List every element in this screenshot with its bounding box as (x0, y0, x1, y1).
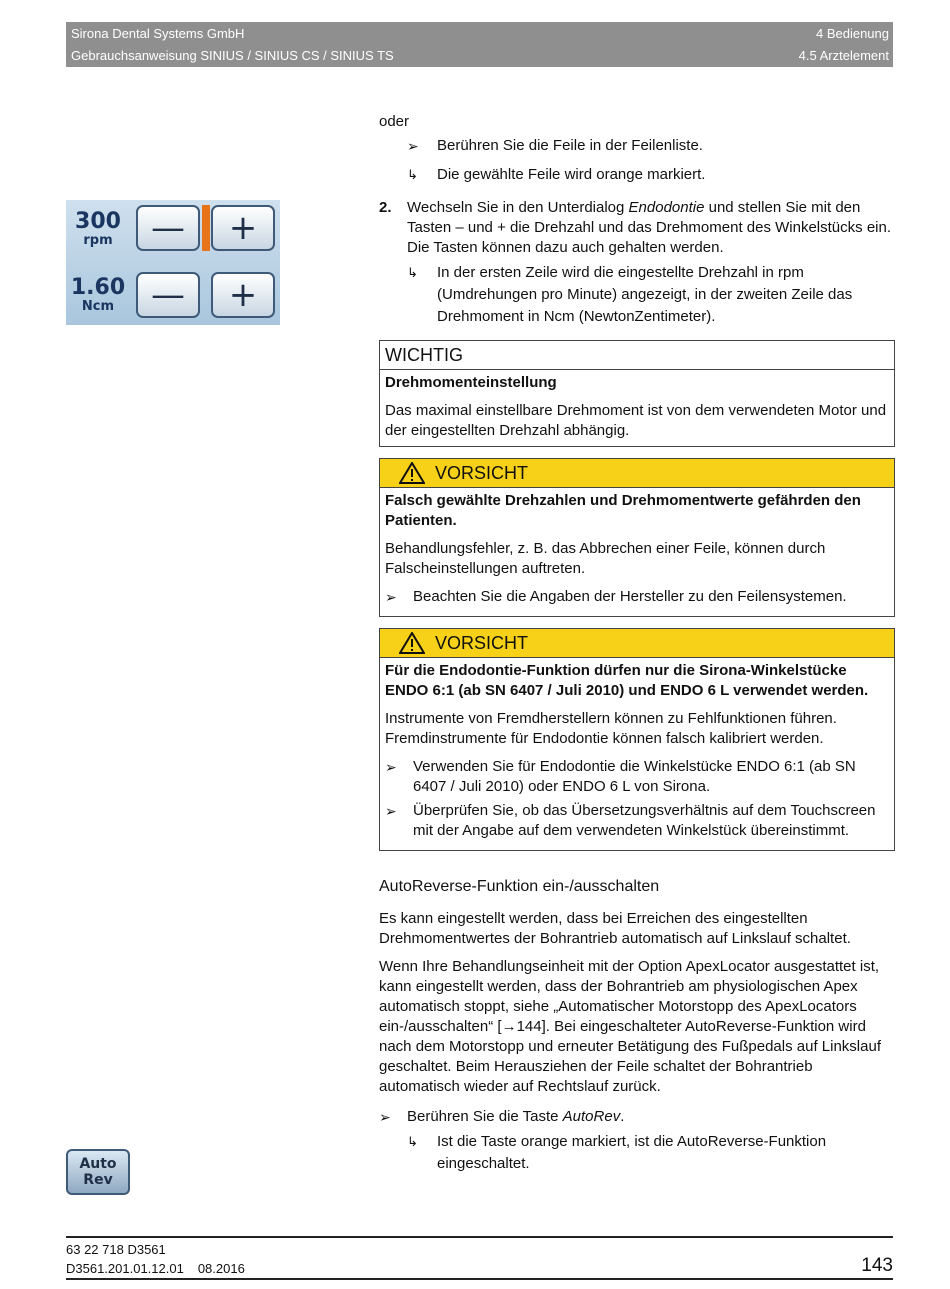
warning-triangle-icon (399, 632, 425, 654)
arrow-bullet-icon: ➢ (407, 138, 419, 154)
autorev-paragraph-2: Wenn Ihre Behandlungseinheit mit der Option ApexLocator ausgestattet ist, kann eingestellt werden, dass der Bohrantrieb am physiologischen Apex automatisch stoppt, siehe „Automatischer Motorstopp des ApexLocators ein-/ausschalten“ [→144]. Bei eingeschalteter AutoReverse-Funktion wird nach dem Motorstopp und erneuter Betätigung des Fußpedals auf Linkslauf geschaltet. Beim Herausziehen der Feile schaltet der Bohrantrieb automatisch wieder auf Rechtslauf zurück. (379, 958, 881, 1095)
caution-body-1 (380, 488, 894, 616)
autorev-label-line2: Rev (83, 1172, 113, 1188)
autorev-step-em: AutoRev (562, 1108, 621, 1125)
footer-version: D3561.201.01.12.01 (66, 1261, 184, 1276)
page-number: 143 (861, 1255, 893, 1276)
caution-header-1 (380, 459, 894, 488)
header-chapter: 4 Bedienung (815, 26, 889, 41)
speed-readout (68, 210, 128, 248)
step2-text-pre: Wechseln Sie in den Unterdialog (407, 199, 629, 216)
caution-header-2 (380, 629, 894, 658)
footer-divider-top (66, 1236, 893, 1238)
autorev-step-post: . (620, 1108, 625, 1125)
result-step-rpm (379, 262, 895, 328)
arrow-bullet-icon: ➢ (385, 803, 397, 819)
torque-plus-button[interactable]: + (211, 272, 275, 318)
footer-doc-number: 63 22 718 D3561 (66, 1242, 166, 1257)
important-body (380, 370, 894, 446)
caution-text-2: Instrumente von Fremdherstellern können zu Fehlfunktionen führen. Fremdinstrumente für Endodontie können falsch kalibriert werden. (385, 710, 837, 747)
caution-body-2 (380, 658, 894, 850)
autorev-label-line1: Auto (79, 1156, 117, 1172)
caution-action-text-1: Beachten Sie die Angaben der Hersteller zu den Feilensystemen. (413, 588, 847, 605)
result-arrow-icon: ↳ (407, 1134, 418, 1149)
endo-speed-torque-panel (66, 200, 280, 325)
autorev-heading: AutoReverse-Funktion ein-/ausschalten (379, 878, 660, 895)
result-step (379, 165, 895, 185)
step-touch-file-text: Berühren Sie die Feile in der Feilenliste. (437, 137, 703, 154)
caution-action-1 (385, 587, 889, 607)
numbered-step-2 (379, 198, 895, 258)
speed-active-indicator (202, 205, 210, 251)
result-arrow-icon: ↳ (407, 167, 418, 182)
caution-action-text-2b: Überprüfen Sie, ob das Übersetzungsverhältnis auf dem Touchscreen mit der Angabe auf dem verwendeten Winkelstück übereinstimmt. (413, 802, 876, 839)
caution-action-2b (385, 801, 889, 841)
warning-triangle-icon (399, 462, 425, 484)
footer-version-line (66, 1261, 245, 1277)
caution-notice-1 (379, 458, 895, 617)
speed-plus-button[interactable]: + (211, 205, 275, 251)
caution-bold-2: Für die Endodontie-Funktion dürfen nur die Sirona-Winkelstücke ENDO 6:1 (ab SN 6407 / Juli 2010) und ENDO 6 L verwendet werden. (385, 662, 869, 699)
important-subtitle: Drehmomenteinstellung (385, 374, 557, 391)
header-company: Sirona Dental Systems GmbH (71, 26, 245, 41)
oder-text: oder (379, 113, 410, 130)
autorev-result-step (379, 1131, 895, 1175)
autorev-result-text: Ist die Taste orange markiert, ist die AutoReverse-Funktion eingeschaltet. (437, 1133, 827, 1172)
page-header (66, 22, 893, 67)
caution-text-1: Behandlungsfehler, z. B. das Abbrechen einer Feile, können durch Falscheinstellungen auftreten. (385, 540, 826, 577)
speed-minus-button[interactable]: — (136, 205, 200, 251)
caution-action-text-2a: Verwenden Sie für Endodontie die Winkelstücke ENDO 6:1 (ab SN 6407 / Juli 2010) oder ENDO 6 L von Sirona. (413, 758, 856, 795)
step2-text-post: und stellen Sie mit den Tasten – und + die Drehzahl und das Drehmoment des Winkelstücks ein. Die Tasten können dazu auch gehalten werden. (407, 199, 892, 256)
action-step (379, 136, 895, 156)
result-arrow-icon: ↳ (407, 265, 418, 280)
torque-minus-button[interactable]: — (136, 272, 200, 318)
footer-date: 08.2016 (197, 1261, 245, 1276)
autorev-action-step (379, 1107, 895, 1127)
speed-value: 300 (75, 209, 121, 234)
arrow-bullet-icon: ➢ (379, 1109, 391, 1125)
torque-value: 1.60 (70, 275, 126, 300)
torque-unit: Ncm (81, 299, 115, 314)
arrow-bullet-icon: ➢ (385, 589, 397, 605)
result-orange-text: Die gewählte Feile wird orange markiert. (437, 166, 706, 183)
important-title: WICHTIG (380, 341, 894, 370)
caution-action-2a (385, 757, 889, 797)
caution-title-1: VORSICHT (435, 463, 529, 483)
autorev-step-pre: Berühren Sie die Taste (407, 1108, 563, 1125)
autorev-paragraph-1: Es kann eingestellt werden, dass bei Erreichen des eingestellten Drehmomentwertes der Bohrantrieb automatisch auf Linkslauf schaltet. (379, 910, 851, 947)
footer-divider-bottom (66, 1278, 893, 1280)
caution-bold-1: Falsch gewählte Drehzahlen und Drehmomentwerte gefährden den Patienten. (385, 492, 861, 529)
important-notice (379, 340, 895, 447)
important-text: Das maximal einstellbare Drehmoment ist von dem verwendeten Motor und der eingestellten Drehzahl abhängig. (385, 402, 887, 439)
main-content (379, 112, 895, 1175)
arrow-bullet-icon: ➢ (385, 759, 397, 775)
caution-notice-2 (379, 628, 895, 851)
header-section: 4.5 Arztelement (798, 48, 889, 63)
step-number: 2. (379, 199, 392, 216)
torque-readout (68, 276, 128, 314)
header-manual-title: Gebrauchsanweisung SINIUS / SINIUS CS / SINIUS TS (71, 48, 394, 63)
step2-text-em: Endodontie (628, 199, 705, 216)
result-rpm-text: In der ersten Zeile wird die eingestellte Drehzahl in rpm (Umdrehungen pro Minute) angezeigt, in der zweiten Zeile das Drehmoment in Ncm (NewtonZentimeter). (437, 264, 853, 325)
caution-title-2: VORSICHT (435, 633, 529, 653)
autorev-button[interactable] (66, 1149, 130, 1195)
speed-unit: rpm (83, 233, 113, 248)
